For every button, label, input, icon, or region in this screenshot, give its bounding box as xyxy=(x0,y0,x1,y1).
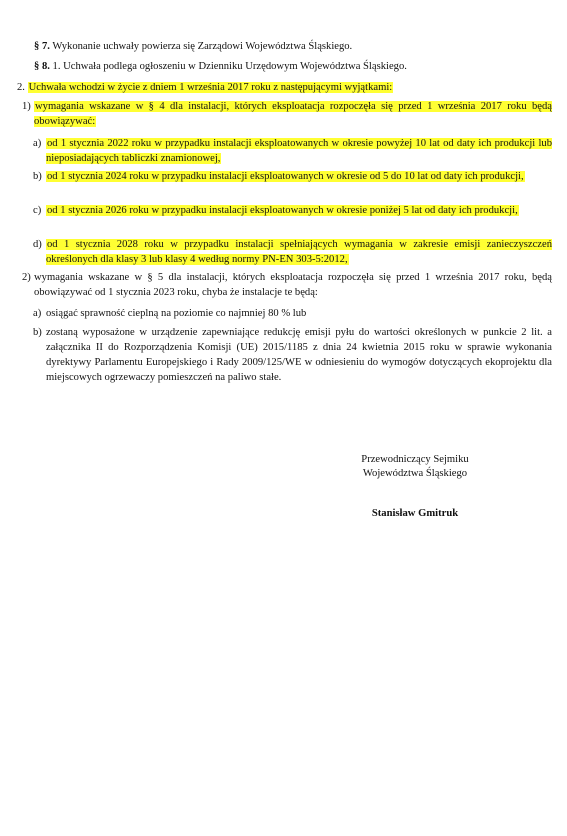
item-2-text: wymagania wskazane w § 5 dla instalacji, których eksploatacja rozpoczęła się przed 1 września 2017 roku, będą obowiązywać od 1 stycznia 2023 roku, chyba że instalacje te będą: xyxy=(34,272,552,298)
paragraph-7-text: Wykonanie uchwały powierza się Zarządowi Województwa Śląskiego. xyxy=(52,41,353,52)
item-1c-text: od 1 stycznia 2026 roku w przypadku instalacji eksploatowanych w okresie poniżej 5 lat od daty ich produkcji, xyxy=(47,205,518,216)
item-1d-number: d) xyxy=(33,239,42,250)
item-1d-text: od 1 stycznia 2028 roku w przypadku instalacji spełniających wymagania w zakresie emisji zanieczyszczeń określonych dla klasy 3 lub klasy 4 według normy PN-EN 303-5:2012, xyxy=(46,239,552,265)
signature-name: Stanisław Gmitruk xyxy=(371,508,459,519)
item-2a-number: a) xyxy=(33,308,42,319)
item-1a-text: od 1 stycznia 2022 roku w przypadku instalacji eksploatowanych w okresie powyżej 10 lat od daty ich produkcji lub nieposiadających tabliczki znamionowej, xyxy=(46,138,552,164)
section-2-number: 2. xyxy=(17,82,25,93)
item-2a-text: osiągać sprawność cieplną na poziomie co najmniej 80 % lub xyxy=(46,308,307,319)
signature-title-line-2: Województwa Śląskiego xyxy=(362,468,468,479)
item-1b-number: b) xyxy=(33,171,42,182)
paragraph-8-number: § 8. xyxy=(34,61,50,72)
item-1 xyxy=(34,99,552,129)
paragraph-8 xyxy=(34,59,534,74)
paragraph-7-number: § 7. xyxy=(34,41,50,52)
section-2-text: Uchwała wchodzi w życie z dniem 1 września 2017 roku z następującymi wyjątkami: xyxy=(28,82,393,93)
item-1-number: 1) xyxy=(22,101,31,112)
item-2b-text: zostaną wyposażone w urządzenie zapewniające redukcję emisji pyłu do wartości określonych w punkcie 2 lit. a załącznika II do Rozporządzenia Komisji (UE) 2015/1185 z dnia 24 kwietnia 2015 roku w sprawie wykonania dyrektywy Parlamentu Europejskiego i Rady 2009/125/WE w odniesieniu do wymogów dotyczących ekoprojektu dla miejscowych ogrzewaczy pomieszczeń na paliwo stałe. xyxy=(46,327,552,383)
item-2b-number: b) xyxy=(33,327,42,338)
item-2 xyxy=(34,270,552,300)
item-1b-text: od 1 stycznia 2024 roku w przypadku instalacji eksploatowanych w okresie od 5 do 10 lat od daty ich produkcji, xyxy=(47,171,524,182)
section-2 xyxy=(17,80,547,95)
paragraph-8-text: 1. Uchwała podlega ogłoszeniu w Dzienniku Urzędowym Województwa Śląskiego. xyxy=(52,61,407,72)
item-2-number: 2) xyxy=(22,272,31,283)
item-2b xyxy=(46,325,552,385)
item-1a-number: a) xyxy=(33,138,42,149)
item-1c-number: c) xyxy=(33,205,42,216)
item-1d xyxy=(46,237,552,267)
item-1c xyxy=(46,203,552,218)
item-1-text: wymagania wskazane w § 4 dla instalacji, których eksploatacja rozpoczęła się przed 1 września 2017 roku będą obowiązywać: xyxy=(34,101,552,127)
item-2a xyxy=(46,306,552,321)
item-1b xyxy=(46,169,552,184)
signature-title-line-1: Przewodniczący Sejmiku xyxy=(361,454,469,465)
paragraph-7 xyxy=(34,39,534,54)
item-1a xyxy=(46,136,552,166)
